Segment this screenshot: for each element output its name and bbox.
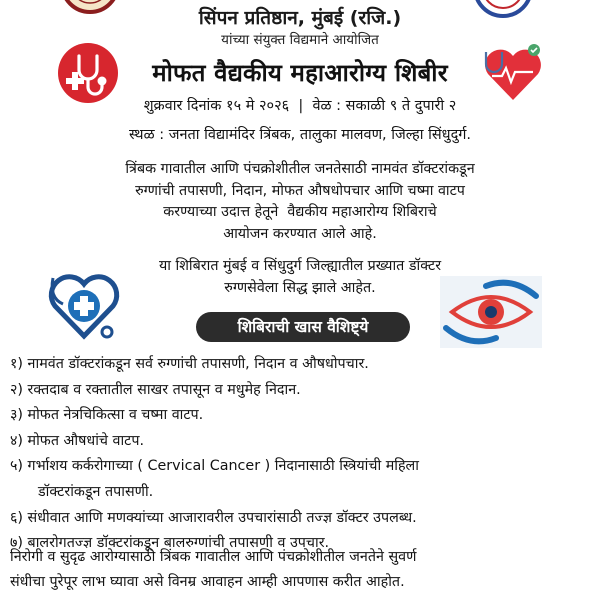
intro-paragraph [70,159,530,245]
feature-item: ३) मोफत नेत्रचिकित्सा व चष्मा वाटप. [10,407,204,424]
stethoscope-cross-icon [45,266,123,344]
page-title: मोफत वैद्यकीय महाआरोग्य शिबीर [152,59,448,87]
feature-item-continued: डॉक्टरांकडून तपासणी. [38,483,154,500]
closing-line: निरोगी व सुदृढ आरोग्यासाठी त्रिंबक गावातील आणि पंचक्रोशीतील जनतेने सुवर्ण [10,549,417,565]
organizer-title: सिंपन प्रतिष्ठान, मुंबई (रजि.) [198,7,402,29]
feature-item: ६) संधीवात आणि मणक्यांच्या आजारावरील उपचारांसाठी तज्ज्ञ डॉक्टर उपलब्ध. [10,509,417,526]
feature-item: १) नामवंत डॉक्टरांकडून सर्व रुग्णांची तपासणी, निदान व औषधोपचार. [10,356,369,372]
intro-line: रुग्णसेवेला सिद्ध झाले आहेत. [224,279,376,296]
feature-item: ५) गर्भाशय कर्करोगाच्या ( Cervical Cancer ) निदानासाठी स्त्रियांची महिला [10,458,419,475]
organizer-subtitle: यांच्या संयुक्त विद्यमाने आयोजित [221,32,379,48]
features-heading: शिबिराची खास वैशिष्ट्ये [196,312,410,342]
intro-line: रुग्णांची तपासणी, निदान, मोफत औषधोपचार आणि चष्मा वाटप [135,182,465,199]
closing-line: संधीचा पुरेपूर लाभ घ्यावा असे विनम्र आवाहन आम्ही आपणास करीत आहोत. [10,574,405,590]
doctors-paragraph [160,256,440,299]
venue-line: स्थळ : जनता विद्यामंदिर त्रिंबक, तालुका मालवण, जिल्हा सिंधुदुर्ग. [128,127,472,143]
intro-line: या शिबिरात मुंबई व सिंधुदुर्ग जिल्ह्यातील प्रख्यात डॉक्टर [158,258,442,274]
intro-line: त्रिंबक गावातील आणि पंचक्रोशीतील जनतेसाठी नामवंत डॉक्टरांकडून [125,161,475,177]
closing-appeal [10,545,595,595]
date-time-line: शुक्रवार दिनांक १५ मे २०२६ | वेळ : सकाळी ९ ते दुपारी २ [143,98,457,114]
feature-item: ७) बालरोगतज्ज्ञ डॉक्टरांकडून बालरुग्णांची तपासणी व उपचार. [10,535,330,552]
intro-line: आयोजन करण्यात आले आहे. [223,225,377,242]
eye-care-icon [440,276,542,348]
intro-line: करण्याच्या उदात्त हेतूने वैद्यकीय महाआरोग्य शिबिराचे [163,204,437,220]
features-list [10,352,595,557]
feature-item: २) रक्तदाब व रक्तातील साखर तपासून व मधुमेह निदान. [10,381,301,398]
feature-item: ४) मोफत औषधांचे वाटप. [10,432,145,449]
